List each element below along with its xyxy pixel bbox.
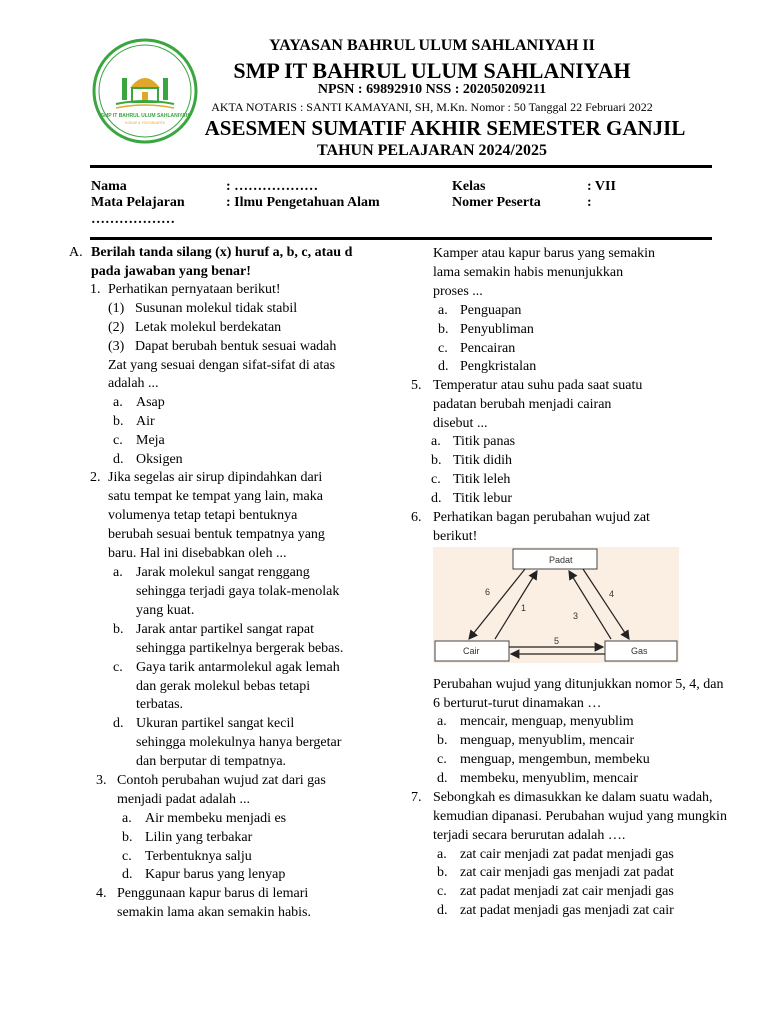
q6-option-b[interactable]: menguap, menyublim, mencair [460,733,635,748]
instruction-line-2: pada jawaban yang benar! [91,264,251,279]
q6-option-a-letter: a. [437,714,447,729]
class-value: : VII [587,179,616,194]
q2-line-5: baru. Hal ini disebabkan oleh ... [108,546,287,561]
q4-option-a[interactable]: Penguapan [460,303,522,318]
q7-option-d[interactable]: zat padat menjadi gas menjadi zat cair [460,903,674,918]
q6-option-d[interactable]: membeku, menyublim, mencair [460,771,639,786]
info-divider [90,237,712,240]
q2-option-d-line-1[interactable]: Ukuran partikel sangat kecil [136,716,295,731]
q6-line-3: Perubahan wujud yang ditunjukkan nomor 5, 4, dan [433,677,724,692]
q7-option-a-letter: a. [437,847,447,862]
number-value: : [587,195,592,210]
q2-option-b-line-2[interactable]: sehingga partikelnya bergerak bebas. [136,641,344,656]
academic-year: TAHUN PELAJARAN 2024/2025 [317,142,547,159]
solid-label: Padat [549,555,573,565]
q3-option-c-letter: c. [122,849,132,864]
q2-line-4: berubah sesuai bentuk tempatnya yang [108,527,325,542]
number-label: Nomer Peserta [452,195,541,210]
q1-option-c-letter: c. [113,433,123,448]
q5-option-c-letter: c. [431,472,441,487]
label-5: 5 [554,636,560,646]
q2-option-c-line-2[interactable]: dan gerak molekul bebas tetapi [136,679,311,694]
q5-option-a[interactable]: Titik panas [453,434,516,449]
q2-option-a-line-1[interactable]: Jarak molekul sangat renggang [136,565,310,580]
q2-line-2: satu tempat ke tempat yang lain, maka [108,489,323,504]
q1-s1-number: (1) [108,301,125,316]
q3-option-b-letter: b. [122,830,133,845]
q1-option-a[interactable]: Asap [136,395,165,410]
q4-option-b-letter: b. [438,322,449,337]
q1-s3-number: (3) [108,339,125,354]
q2-line-3: volumenya tetap tetapi bentuknya [108,508,298,523]
instruction-line-1: Berilah tanda silang (x) huruf a, b, c, atau d [91,245,353,260]
q3-line-2: menjadi padat adalah ... [117,792,250,807]
q4-option-d[interactable]: Pengkristalan [460,359,537,374]
q5-line-3: disebut ... [433,416,488,431]
q3-option-a[interactable]: Air membeku menjadi es [145,811,287,826]
q2-option-c-line-3[interactable]: terbatas. [136,697,184,712]
q3-line-1: Contoh perubahan wujud zat dari gas [117,773,326,788]
q6-option-b-letter: b. [437,733,448,748]
q1-statement-2: Letak molekul berdekatan [135,320,282,335]
q3-option-a-letter: a. [122,811,132,826]
q4-option-a-letter: a. [438,303,448,318]
q6-option-c-letter: c. [437,752,447,767]
gas-label: Gas [631,646,648,656]
q7-option-d-letter: d. [437,903,448,918]
q2-option-b-line-1[interactable]: Jarak antar partikel sangat rapat [136,622,315,637]
q3-option-d-letter: d. [122,867,133,882]
logo-subtext: KOKAP & YOGYAKARTA [125,121,165,125]
q7-option-b-letter: b. [437,865,448,880]
q2-option-d-letter: d. [113,716,124,731]
q4-line-2: semakin lama akan semakin habis. [117,905,311,920]
q7-line-2: kemudian dipanasi. Perubahan wujud yang mungkin [433,809,727,824]
q5-option-d[interactable]: Titik lebur [453,491,512,506]
q1-s2-number: (2) [108,320,125,335]
q2-option-d-line-2[interactable]: sehingga molekulnya hanya bergetar [136,735,342,750]
q6-line-2: berikut! [433,529,478,544]
exam-title: ASESMEN SUMATIF AKHIR SEMESTER GANJIL [204,116,686,140]
school-logo [92,38,198,144]
q6-line-1: Perhatikan bagan perubahan wujud zat [433,510,650,525]
label-3: 3 [573,611,579,621]
q5-option-a-letter: a. [431,434,441,449]
q5-line-2: padatan berubah menjadi cairan [433,397,612,412]
q5-number: 5. [411,378,422,393]
q6-number: 6. [411,510,422,525]
label-6: 6 [485,587,491,597]
q4-line-4: lama semakin habis menunjukkan [433,265,624,280]
q3-number: 3. [96,773,107,788]
q2-option-d-line-3[interactable]: dan berputar di tempatnya. [136,754,287,769]
q1-statement-3: Dapat berubah bentuk sesuai wadah [135,339,337,354]
q7-number: 7. [411,790,422,805]
q1-statement-1: Susunan molekul tidak stabil [135,301,298,316]
header-divider [90,165,712,168]
q4-line-1: Penggunaan kapur barus di lemari [117,886,309,901]
subject-value: : Ilmu Pengetahuan Alam [226,195,380,210]
q7-option-a[interactable]: zat cair menjadi zat padat menjadi gas [460,847,674,862]
q1-option-d[interactable]: Oksigen [136,452,183,467]
phase-change-diagram [433,547,679,663]
q1-option-a-letter: a. [113,395,123,410]
q4-number: 4. [96,886,107,901]
q4-option-c-letter: c. [438,341,448,356]
q7-option-c[interactable]: zat padat menjadi zat cair menjadi gas [460,884,674,899]
q2-option-b-letter: b. [113,622,124,637]
notary-info: AKTA NOTARIS : SANTI KAMAYANI, SH, M.Kn. Nomor : 50 Tanggal 22 Februari 2022 [211,100,653,114]
q5-option-b[interactable]: Titik didih [453,453,513,468]
q1-line-3: adalah ... [108,376,159,391]
q2-option-c-line-1[interactable]: Gaya tarik antarmolekul agak lemah [136,660,340,675]
q3-option-b[interactable]: Lilin yang terbakar [145,830,253,845]
npsn-nss: NPSN : 69892910 NSS : 202050209211 [317,82,547,97]
label-1: 1 [521,603,527,613]
q5-option-c[interactable]: Titik leleh [453,472,511,487]
q1-option-b[interactable]: Air [136,414,155,429]
q5-line-1: Temperatur atau suhu pada saat suatu [433,378,643,393]
q6-line-4: 6 berturut-turut dinamakan … [433,696,602,711]
number-blank: ……………… [91,212,175,227]
q2-option-a-line-3[interactable]: yang kuat. [136,603,195,618]
q4-line-3: Kamper atau kapur barus yang semakin [433,246,655,261]
foundation-name: YAYASAN BAHRUL ULUM SAHLANIYAH II [269,37,595,54]
q1-option-d-letter: d. [113,452,124,467]
q4-option-b[interactable]: Penyubliman [460,322,534,337]
q1-number: 1. [90,282,101,297]
section-letter: A. [69,245,83,260]
q2-option-a-line-2[interactable]: sehingga terjadi gaya tolak-menolak [136,584,340,599]
q2-line-1: Jika segelas air sirup dipindahkan dari [108,470,323,485]
q2-number: 2. [90,470,101,485]
q4-option-c[interactable]: Pencairan [460,341,516,356]
q1-option-b-letter: b. [113,414,124,429]
q3-option-c[interactable]: Terbentuknya salju [145,849,252,864]
school-name: SMP IT BAHRUL ULUM SAHLANIYAH [233,58,631,83]
q4-line-5: proses ... [433,284,483,299]
q2-option-a-letter: a. [113,565,123,580]
label-4: 4 [609,589,615,599]
name-label: Nama [91,179,127,194]
q7-line-1: Sebongkah es dimasukkan ke dalam suatu wadah, [433,790,713,805]
q1-option-c[interactable]: Meja [136,433,165,448]
name-value: : ……………… [226,179,319,194]
logo-text: SMP IT BAHRUL ULUM SAHLANIYAH [100,113,190,119]
q7-line-3: terjadi secara berurutan adalah …. [433,828,626,843]
liquid-label: Cair [463,646,480,656]
subject-label: Mata Pelajaran [91,195,185,210]
class-label: Kelas [452,179,486,194]
q5-option-b-letter: b. [431,453,442,468]
q7-option-c-letter: c. [437,884,447,899]
q7-option-b[interactable]: zat cair menjadi gas menjadi zat padat [460,865,674,880]
q6-option-a[interactable]: mencair, menguap, menyublim [460,714,634,729]
q1-line-2: Zat yang sesuai dengan sifat-sifat di atas [108,358,336,373]
q3-option-d[interactable]: Kapur barus yang lenyap [145,867,286,882]
q4-option-d-letter: d. [438,359,449,374]
q2-option-c-letter: c. [113,660,123,675]
q1-text: Perhatikan pernyataan berikut! [108,282,281,297]
q6-option-d-letter: d. [437,771,448,786]
q6-option-c[interactable]: menguap, mengembun, membeku [460,752,650,767]
q5-option-d-letter: d. [431,491,442,506]
